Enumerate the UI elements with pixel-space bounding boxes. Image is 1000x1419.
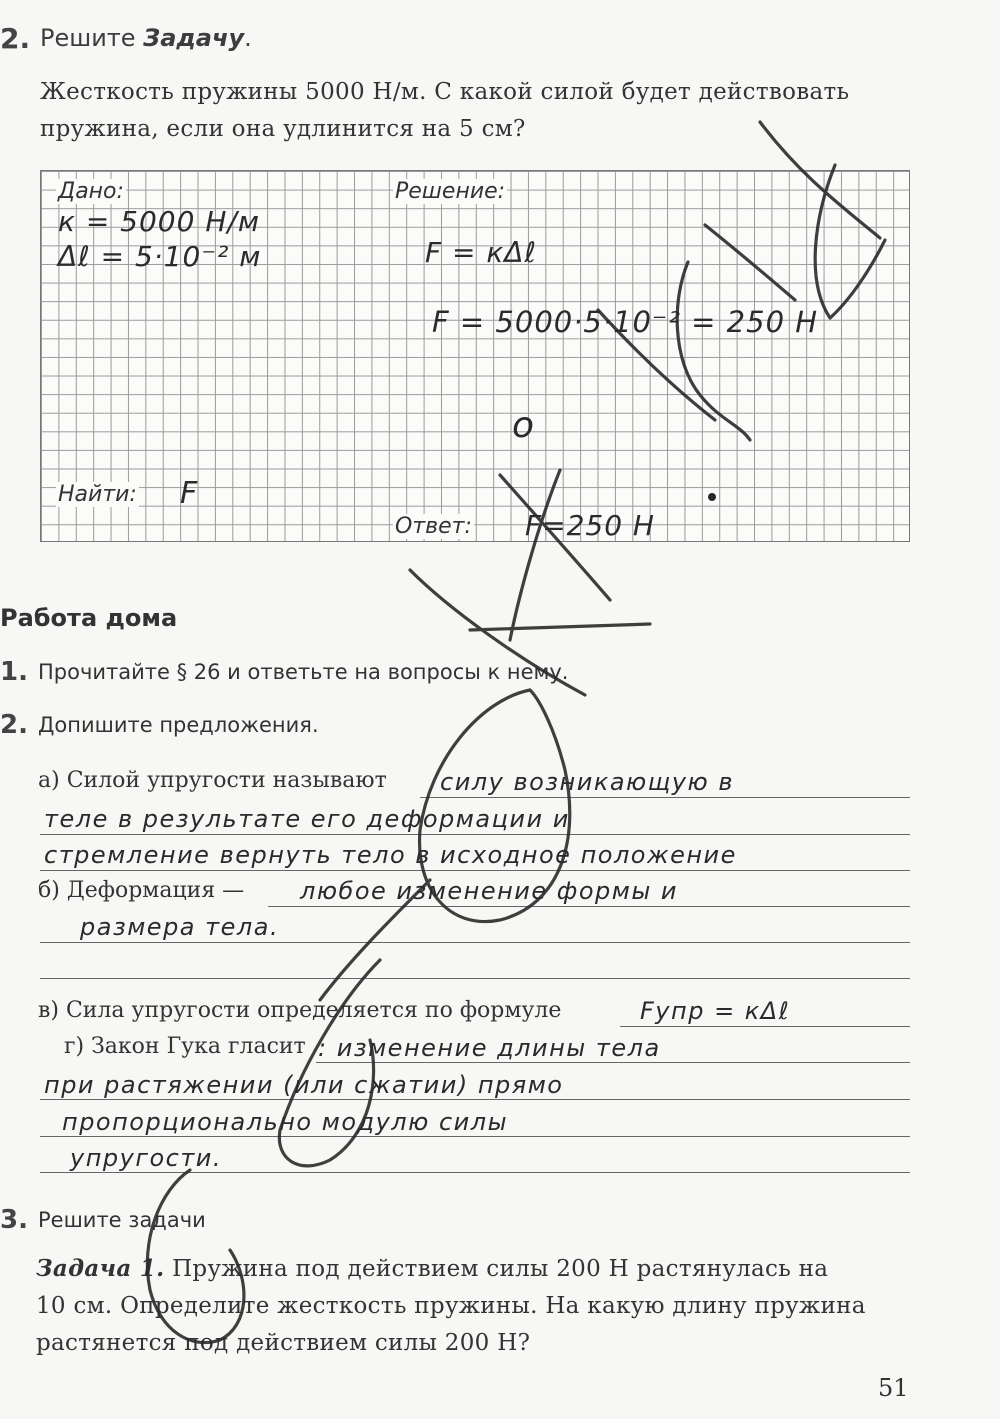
stray-mark: o xyxy=(512,405,536,446)
scrawl-stroke xyxy=(470,624,650,630)
section-title: Работа дома xyxy=(0,604,178,632)
scrawl-stroke xyxy=(677,262,750,440)
problem-label: Задача 1. xyxy=(36,1255,165,1282)
answer-label: Ответ: xyxy=(395,514,472,539)
task-number: 2. xyxy=(0,22,31,55)
handwriting: стремление вернуть тело в исходное положение xyxy=(44,841,737,869)
item-number: 2. xyxy=(0,710,28,740)
handwriting: : изменение длины тела xyxy=(318,1034,661,1062)
problem-line: 10 см. Определите жесткость пружины. На какую длину пружина xyxy=(36,1293,866,1319)
item-text: Прочитайте § 26 и ответьте на вопросы к нему. xyxy=(38,660,569,684)
handwriting: теле в результате его деформации и xyxy=(44,805,570,833)
item-number: 3. xyxy=(0,1205,28,1235)
handwriting: упругости. xyxy=(70,1144,223,1172)
scrawl-stroke xyxy=(705,225,795,300)
formula: F = кΔℓ xyxy=(425,236,537,269)
sentence-d-label: г) Закон Гука гласит xyxy=(64,1034,312,1059)
scrawl-stroke xyxy=(598,310,715,420)
find-value: F xyxy=(180,476,199,511)
scrawl-stroke xyxy=(500,475,610,600)
task-text-line: Жесткость пружины 5000 Н/м. С какой силой будет действовать xyxy=(40,79,850,105)
page-number: 51 xyxy=(878,1374,909,1402)
problem-line: растянется под действием силы 200 Н? xyxy=(36,1330,531,1356)
scrawl-stroke xyxy=(815,165,885,318)
sentence-c-label: в) Сила упругости определяется по формуле xyxy=(38,998,567,1023)
scrawl-stroke xyxy=(320,880,430,1000)
find-label: Найти: xyxy=(58,482,137,507)
task-heading-suffix: . xyxy=(244,24,252,52)
handwriting: размера тела. xyxy=(80,913,280,941)
task-heading-emph: Задачу xyxy=(143,24,245,52)
handwriting: любое изменение формы и xyxy=(300,877,679,905)
item-text: Решите задачи xyxy=(38,1208,206,1232)
sentence-b-label: б) Деформация — xyxy=(38,878,250,903)
answer-value: F=250 Н xyxy=(525,509,655,542)
problem-line: Задача 1. Пружина под действием силы 200 Н растянулась на xyxy=(36,1255,829,1282)
handwriting: Fупр = кΔℓ xyxy=(640,997,791,1025)
task-text-line: пружина, если она удлинится на 5 см? xyxy=(40,116,526,142)
scrawl-stroke xyxy=(420,690,570,922)
given-label: Дано: xyxy=(58,179,124,204)
task-heading-prefix: Решите xyxy=(40,24,144,52)
handwriting: пропорционально модулю силы xyxy=(62,1108,509,1136)
scrawl-dot xyxy=(708,493,716,501)
item-number: 1. xyxy=(0,657,28,687)
scrawl-stroke xyxy=(279,960,380,1166)
item-text: Допишите предложения. xyxy=(38,713,319,737)
scrawl-stroke xyxy=(410,570,585,695)
calculation: F = 5000·5·10⁻² = 250 Н xyxy=(432,305,819,339)
solution-label: Решение: xyxy=(395,179,506,204)
handwriting: при растяжении (или сжатии) прямо xyxy=(44,1071,564,1099)
scrawl-stroke xyxy=(147,1170,244,1343)
given-dl: Δℓ = 5·10⁻² м xyxy=(58,240,262,273)
sentence-a-label: а) Силой упругости называют xyxy=(38,768,393,793)
given-k: к = 5000 Н/м xyxy=(58,205,260,238)
handwriting: силу возникающую в xyxy=(440,768,735,796)
